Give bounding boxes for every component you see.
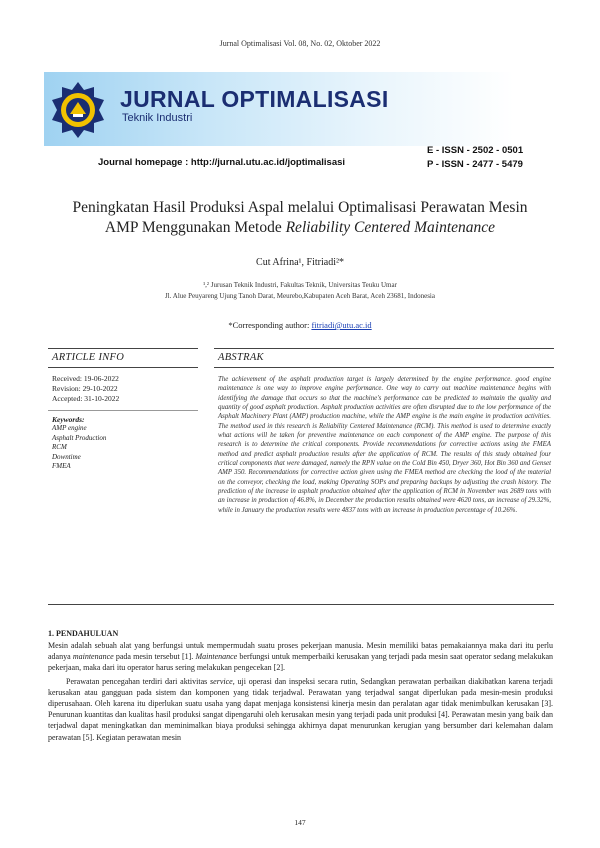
- p-issn: P - ISSN - 2477 - 5479: [427, 159, 523, 170]
- keyword-item: Downtime: [52, 452, 81, 461]
- abstract-heading-rule: [214, 367, 554, 368]
- text-run: , uji operasi dan inspeksi secara rutin, Sedangkan perawatan perbaikan diakibatkan karena terjadi kerusakan atau gangguan pada sistem dan komponen yang tidak terjadwal. Perawatan yang terjadwal sangat diperlukan pada mesin-mesin produksi diperusahaan. Oleh karena itu diperlukan suatu usaha yang dapat menjaga konsistensi kinerja mesin dan peralatan agar tidak menimbulkan kerusakan [3]. Penurunan kuantitas dan kualitas hasil produksi sangat dipengaruhi oleh kerusakan mesin yang terjadi pada unit produksi [4]. Perawatan mesin yang baik dan terjadwal dapat meningkatkan dan meminimalkan biaya produksi sehingga akhirnya dapat menurunkan kerugian yang bersumber dari kelemahan dalam perawatan [5]. Kegiatan perawatan mesin: [48, 676, 553, 742]
- text-run: berfungsi untuk memperbaiki kerusakan yang terjadi pada mesin saat operator sedang melakukan pekerjaan, maka dari itu operator harus sering melakukan pengecekan [2].: [48, 652, 553, 673]
- article-info-divider: [48, 410, 198, 411]
- received-date: Received: 19-06-2022: [52, 374, 119, 383]
- italic-term: maintenance: [72, 652, 114, 662]
- text-run: Mesin adalah sebuah alat yang berfungsi untuk mempermudah suatu proses pekerjaan manusia. Mesin memiliki batas pemakaiannya maka dari itu perlu adanya: [48, 641, 553, 662]
- keyword-item: AMP engine: [52, 424, 87, 432]
- body-paragraph-1: [48, 640, 553, 674]
- author-list: Cut Afrina¹, Fitriadi²*: [256, 257, 344, 268]
- keyword-item: RCM: [52, 443, 67, 451]
- affiliation-2: Jl. Alue Peuyareng Ujung Tanoh Darat, Meurebo,Kabupaten Aceh Barat, Aceh 23681, Indonesia: [165, 292, 435, 300]
- revision-date: Revision: 29-10-2022: [52, 384, 118, 393]
- article-dates: [52, 374, 119, 404]
- text-run: Perawatan pencegahan terdiri dari aktivitas: [66, 676, 211, 686]
- accepted-date: Accepted: 31-10-2022: [52, 394, 120, 403]
- page-number: 147: [294, 818, 306, 827]
- abstract-top-rule: [214, 348, 554, 349]
- title-line-1: Peningkatan Hasil Produksi Aspal melalui Optimalisasi Perawatan Mesin: [72, 199, 528, 216]
- paper-title: [30, 198, 570, 238]
- abstract-heading: ABSTRAK: [218, 352, 264, 363]
- title-line-2-plain: AMP Menggunakan Metode: [104, 219, 286, 236]
- section-body: [48, 640, 553, 745]
- abstract-text: The achievement of the asphalt production target is largely determined by the engine performance. good engine maintenance is one way to improve engine performance. One way to carry out machine maintenance begins with identifying the damage that occurs so that the machine's performance can be predicted to maintain the quality and quantity of good asphalt production. Asphalt production activities are often disrupted due to the low performance of the Asphalt Machinery Plant (AMP) production machine, while the AMP engine is the main engine in production activities. The method used in this research is Reliability Centered Maintenance (RCM). This method is used to determine exactly what actions will be taken for preventive maintenance on each component of the AMP engine. The purpose of this research is to determine the critical components. Provide recommendations for corrective actions using the FMEA method and predict asphalt production results after the application of RCM. The results of this study obtained four critical components that were damaged, namely the RPN value on the Cold Bin 450, Dryer 360, Hot Bin 360 and Genset AMP 350. Recommendations for corrective action given using the FMEA method are checking the lood of the material on the conveyor, checking the load, making Operating SOPs and preparing backups by adjusting the crash history. The prediction of the increase in asphalt production obtained after the application of RCM in November was 2689 tons with an increase in production of 46.8%, in December the production results obtained were 4620 tons, an increase of 29.32%, while in January the production results were 4837 tons with an increase in production percentage of 10.26%.: [218, 376, 551, 514]
- article-info-top-rule: [48, 348, 198, 349]
- keywords-label: Keywords:: [52, 415, 85, 424]
- journal-homepage[interactable]: Journal homepage : http://jurnal.utu.ac.id/joptimalisasi: [98, 157, 346, 168]
- keyword-item: FMEA: [52, 462, 71, 470]
- running-header: Jurnal Optimalisasi Vol. 08, No. 02, Oktober 2022: [219, 39, 381, 48]
- journal-name: JURNAL OPTIMALISASI: [120, 86, 389, 112]
- journal-subtitle: Teknik Industri: [122, 112, 193, 124]
- university-seal-icon: [48, 80, 108, 140]
- italic-term: service: [210, 676, 233, 686]
- affiliation-1: ¹,² Jurusan Teknik Industri, Fakultas Teknik, Universitas Teuku Umar: [203, 281, 397, 289]
- abstract-bottom-rule: [48, 604, 554, 605]
- title-line-2-italic: Reliability Centered Maintenance: [285, 219, 496, 236]
- e-issn: E - ISSN - 2502 - 0501: [427, 145, 524, 156]
- corresponding-email-link[interactable]: fitriadi@utu.ac.id: [311, 320, 372, 330]
- body-paragraph-2: [48, 676, 553, 743]
- italic-term: Maintenance: [195, 652, 238, 662]
- keywords-block: [52, 415, 106, 472]
- corresponding-label: *Corresponding author:: [228, 320, 312, 330]
- keyword-item: Asphalt Production: [52, 433, 107, 442]
- section-heading: 1. PENDAHULUAN: [48, 629, 119, 638]
- text-run: pada mesin tersebut [1].: [113, 652, 196, 662]
- article-info-heading: ARTICLE INFO: [52, 352, 125, 363]
- corresponding-author: [0, 320, 600, 330]
- article-info-heading-rule: [48, 367, 198, 368]
- title-line-2: [30, 218, 570, 238]
